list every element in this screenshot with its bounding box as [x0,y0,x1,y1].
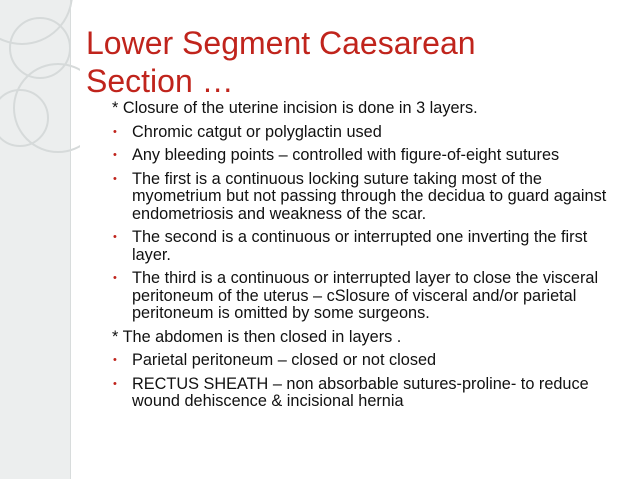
item-text: RECTUS SHEATH – non absorbable sutures-proline- to reduce wound dehiscence & incisional hernia [132,374,589,410]
bullet-item [112,229,620,264]
bullet-icon: • [113,172,117,185]
item-text: * Closure of the uterine incision is done in 3 layers. [112,99,478,117]
item-text: The second is a continuous or interrupted one inverting the first layer. [132,228,588,264]
sidebar-divider [70,0,71,479]
item-text: The first is a continuous locking suture taking most of the myometrium but not passing through the decidua to guard against endometriosis and weakness of the scar. [132,169,607,223]
slide-body [112,100,620,417]
bullet-item [112,352,620,370]
item-text: The third is a continuous or interrupted layer to close the visceral peritoneum of the uterus – cSlosure of visceral and/or parietal peritoneum is omitted by some surgeons. [132,269,599,322]
bullet-item [112,147,620,165]
bullet-item [112,171,620,224]
section-note [112,100,620,118]
bullet-icon: • [113,272,117,284]
bullet-item [112,124,620,142]
slide-title: Lower Segment Caesarean Section … [86,25,476,99]
bullet-icon: • [113,149,117,161]
item-text: Any bleeding points – controlled with figure-of-eight sutures [132,146,560,164]
bullet-icon: • [113,377,117,390]
item-text: Chromic catgut or polyglactin used [132,122,382,141]
item-text: * The abdomen is then closed in layers . [112,327,402,346]
bullet-icon: • [113,231,117,243]
bullet-icon: • [113,354,117,366]
bullet-item [112,376,620,411]
bullet-icon: • [113,125,117,138]
bullet-item [112,270,620,323]
item-text: Parietal peritoneum – closed or not closed [132,351,437,369]
decorative-circles [0,0,80,479]
section-note [112,329,620,347]
